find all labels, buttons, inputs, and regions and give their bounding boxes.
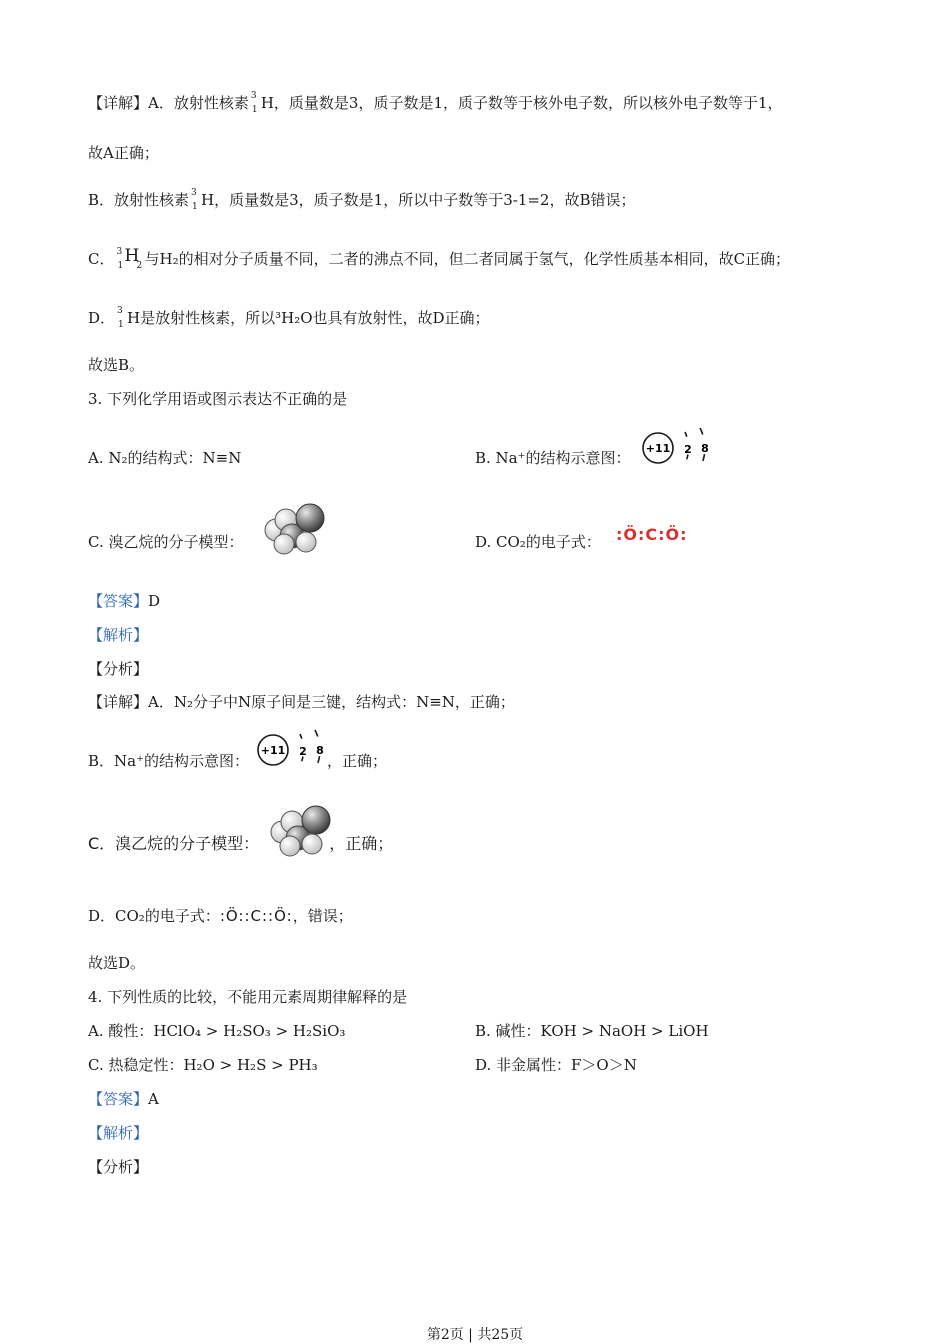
q4-option-d: D. 非金属性：F＞O＞N	[475, 1056, 637, 1074]
tritium-nuclide: 3 1	[191, 188, 198, 212]
co2-lewis-formula-red: :Ö:C:Ö:	[616, 525, 688, 544]
q4-fenxi: 【分析】	[88, 1158, 149, 1176]
svg-text:2: 2	[684, 443, 692, 456]
q3-analysis-tag: 【解析】	[88, 626, 149, 644]
q3-option-b: B. Na⁺的结构示意图：	[475, 449, 631, 467]
q3-answer: 【答案】D	[88, 592, 161, 610]
na-ion-structure-diagram-detail	[255, 728, 335, 776]
detail-a-line2: 故A正确；	[88, 144, 159, 162]
q4-answer: 【答案】A	[88, 1090, 159, 1108]
q4-option-c: C. 热稳定性：H₂O > H₂S > PH₃	[88, 1056, 318, 1074]
svg-text:8: 8	[701, 442, 709, 455]
detail-b-line: B．放射性核素 3 1 H，质量数是3，质子数是1，所以中子数等于3-1=2，故B错误；	[88, 188, 636, 212]
q3-fenxi: 【分析】	[88, 660, 149, 678]
detail-conclusion: 故选B。	[88, 356, 145, 374]
detail-a-text: H，质量数是3，质子数是1，质子数等于核外电子数，所以核外电子数等于1，	[260, 94, 783, 112]
page-footer: 第2页 | 共25页	[426, 1327, 524, 1343]
q4-option-a: A. 酸性：HClO₄ > H₂SO₃ > H₂SiO₃	[88, 1022, 346, 1040]
svg-text:8: 8	[316, 744, 324, 757]
q3-option-c: C. 溴乙烷的分子模型：	[88, 533, 244, 551]
svg-text:2: 2	[299, 745, 307, 758]
detail-c-line: C． 3 1 H 2 与H₂的相对分子质量不同，二者的沸点不同，但二者同属于氢气，化学性质基本相同，故C正确；	[88, 246, 791, 271]
tritium-nuclide: 3 1	[250, 91, 258, 115]
q4-stem: 4. 下列性质的比较，不能用元素周期律解释的是	[88, 988, 408, 1006]
q3-stem: 3. 下列化学用语或图示表达不正确的是	[88, 390, 348, 408]
q3-option-d: D. CO₂的电子式：	[475, 533, 601, 551]
svg-text:+11: +11	[260, 744, 286, 757]
q3-conclusion: 故选D。	[88, 954, 146, 972]
q3-option-a: A. N₂的结构式：N≡N	[88, 449, 242, 467]
q4-option-b: B. 碱性：KOH > NaOH > LiOH	[475, 1022, 709, 1040]
q3-detail-d: D．CO₂的电子式：:Ö::C::Ö:，错误；	[88, 907, 353, 925]
detail-a-prefix: 【详解】A．放射性核素	[88, 94, 249, 112]
detail-d-line: D． 3 1 H是放射性核素，所以³H₂O也具有放射性，故D正确；	[88, 306, 490, 330]
tritium-h2-formula: 3 1 H 2	[116, 246, 143, 271]
bromoethane-model-detail	[268, 804, 334, 858]
detail-a-line	[88, 93, 783, 114]
svg-text:+11: +11	[645, 442, 671, 455]
na-ion-structure-diagram	[640, 426, 720, 474]
q3-detail-b: B．Na⁺的结构示意图： ，正确；	[88, 752, 388, 770]
q3-detail-a: 【详解】A．N₂分子中N原子间是三键，结构式：N≡N，正确；	[88, 693, 515, 711]
bromoethane-model	[262, 502, 328, 556]
tritium-nuclide: 3 1	[117, 306, 124, 330]
co2-lewis-formula: :Ö::C::Ö:	[219, 907, 293, 925]
q4-analysis-tag: 【解析】	[88, 1124, 149, 1142]
q3-detail-c: C．溴乙烷的分子模型： ，正确；	[88, 834, 394, 853]
